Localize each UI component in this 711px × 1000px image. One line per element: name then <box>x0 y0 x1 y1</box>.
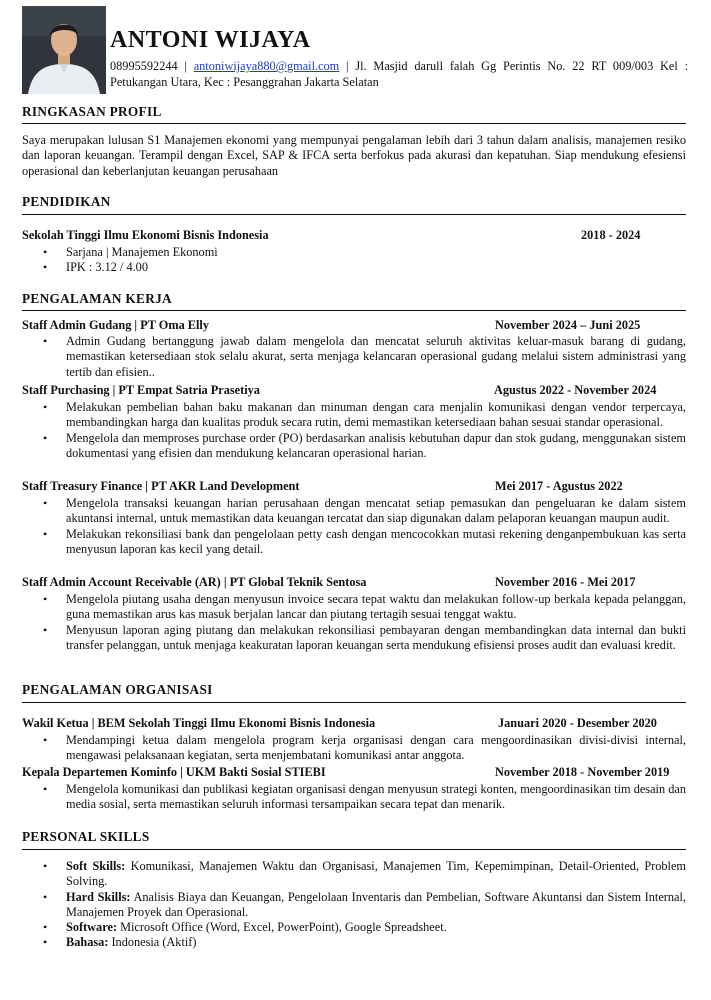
skill-item <box>66 890 686 921</box>
list-item: • Sarjana | Manajemen Ekonomi <box>66 245 686 260</box>
profile-summary: Saya merupakan lulusan S1 Manajemen ekonomi yang mempunyai pengalaman lebih dari 3 tahun dalam analisis, manajemen resiko dan laporan keuangan. Terampil dengan Excel, SAP & IFCA serta berfokus pada akurasi dan kepatuhan. Siap mendukung efesiensi operasional dan keberlanjutan keuangan perusahaan <box>22 133 686 178</box>
skill-label: Soft Skills: <box>66 859 126 873</box>
job-title: Staff Purchasing | PT Empat Satria Prasetiya <box>22 383 260 397</box>
school-name: Sekolah Tinggi Ilmu Ekonomi Bisnis Indonesia <box>22 228 269 242</box>
list-item: • Admin Gudang bertanggung jawab dalam mengelola dan mencatat seluruh aktivitas keluar-masuk barang di gudang, memastikan ketersediaan stok selalu akurat, serta menjaga kelancaran operasional gudang melalui sistem administrasi yang tertib dan efisien.. <box>66 334 686 380</box>
job-period: Agustus 2022 - November 2024 <box>494 383 657 397</box>
job-bullets <box>66 334 686 380</box>
job-period: November 2024 – Juni 2025 <box>495 318 641 332</box>
section-divider <box>22 849 686 850</box>
candidate-name: ANTONI WIJAYA <box>110 27 311 53</box>
list-item: • Mengelola piutang usaha dengan menyusun invoice secara tepat waktu dan melakukan follow-up berkala kepada pelanggan, guna memastikan arus kas masuk berjalan lancar dan piutang tertagih sesuai tenggat waktu. <box>66 592 686 623</box>
list-item: • IPK : 3.12 / 4.00 <box>66 260 686 275</box>
phone-number: 08995592244 <box>110 59 178 73</box>
organization-period: Januari 2020 - Desember 2020 <box>498 716 657 730</box>
section-divider <box>22 214 686 215</box>
section-title-profile: RINGKASAN PROFIL <box>22 104 162 119</box>
section-divider <box>22 310 686 311</box>
skill-text: Microsoft Office (Word, Excel, PowerPoint), Google Spreadsheet. <box>117 920 447 935</box>
job-period: November 2016 - Mei 2017 <box>495 575 636 589</box>
list-item: • Melakukan pembelian bahan baku makanan dan minuman dengan cara menjalin komunikasi dengan vendor terpercaya, membandingkan harga dan kualitas produk secara rutin, demi memastikan ketersediaan bahan sesuai standar operasional. <box>66 400 686 431</box>
person-portrait-icon <box>22 6 106 94</box>
list-item: • Menyusun laporan aging piutang dan melakukan rekonsiliasi pembayaran dengan membandingkan data internal dan bukti transfer pelanggan, untuk menjaga keakuratan laporan keuangan serta mendukung efisiensi proses audit dan evaluasi kredit. <box>66 623 686 654</box>
skill-label: Hard Skills: <box>66 889 131 904</box>
skill-item <box>66 920 686 935</box>
skills-list <box>66 859 686 951</box>
job-bullets <box>66 400 686 461</box>
section-title-education: PENDIDIKAN <box>22 194 111 209</box>
organization-period: November 2018 - November 2019 <box>495 765 670 779</box>
skill-label: Software: <box>66 920 117 935</box>
skill-item <box>66 859 686 890</box>
list-item: • Mengelola dan memproses purchase order (PO) berdasarkan analisis kebutuhan dapur dan stok gudang, menggunakan sistem dokumentasi yang efisien dan mendukung kelancaran operasional harian. <box>66 431 686 462</box>
skill-text: Analisis Biaya dan Keuangan, Pengelolaan Inventaris dan Pembelian, Software Akuntansi dan Sistem Internal, Manajemen Proyek dan Operasional. <box>66 889 686 919</box>
skill-label: Bahasa: <box>66 935 109 950</box>
email-link[interactable]: antoniwijaya880@gmail.com <box>193 59 340 73</box>
skill-text: Indonesia (Aktif) <box>108 935 197 950</box>
job-period: Mei 2017 - Agustus 2022 <box>495 479 623 493</box>
education-details <box>66 245 686 276</box>
list-item: • Mendampingi ketua dalam mengelola program kerja organisasi dengan cara mengoordinasikan divisi-divisi internal, mengawasi pelaksanaan kegiatan, serta menjembatani komunikasi antar anggota. <box>66 733 686 764</box>
contact-info: 08995592244 | antoniwijaya880@gmail.com | Jl. Masjid darull falah Gg Perintis No. 22 RT 009/003 Kel : Petukangan Utara, Kec : Pesanggrahan Jakarta Selatan <box>110 59 688 89</box>
organization-bullets <box>66 782 686 813</box>
section-title-work: PENGALAMAN KERJA <box>22 291 172 306</box>
job-bullets <box>66 592 686 653</box>
address: Jl. Masjid darull falah Gg Perintis No. 22 RT 009/003 Kel : Petukangan Utara, Kec : Pesanggrahan Jakarta Selatan <box>110 59 688 89</box>
profile-photo <box>22 6 106 94</box>
organization-role: Kepala Departemen Kominfo | UKM Bakti Sosial STIEBI <box>22 765 326 779</box>
job-title: Staff Treasury Finance | PT AKR Land Development <box>22 479 300 493</box>
list-item: • Mengelola komunikasi dan publikasi kegiatan organisasi dengan menyusun strategi konten, mengoordinasikan tim desain dan media sosial, serta memastikan seluruh informasi tersampaikan secara tepat dan menarik. <box>66 782 686 813</box>
list-item: • Mengelola transaksi keuangan harian perusahaan dengan mencatat setiap pemasukan dan pengeluaran ke dalam sistem akuntansi internal, untuk memastikan data keuangan tercatat dan siap digunakan dalam pelaporan keuangan maupun audit. <box>66 496 686 527</box>
section-title-organization: PENGALAMAN ORGANISASI <box>22 682 213 697</box>
organization-bullets <box>66 733 686 764</box>
section-divider <box>22 123 686 124</box>
section-title-skills: PERSONAL SKILLS <box>22 829 150 844</box>
organization-role: Wakil Ketua | BEM Sekolah Tinggi Ilmu Ekonomi Bisnis Indonesia <box>22 716 376 730</box>
skill-text: Komunikasi, Manajemen Waktu dan Organisasi, Manajemen Tim, Kepemimpinan, Detail-Oriented, Problem Solving. <box>66 859 686 889</box>
job-title: Staff Admin Account Receivable (AR) | PT Global Teknik Sentosa <box>22 575 367 589</box>
list-item: • Melakukan rekonsiliasi bank dan pengelolaan petty cash dengan mencocokkan mutasi rekening denganpembukuan kas serta menyusun laporan kas kecil yang detail. <box>66 527 686 558</box>
job-title: Staff Admin Gudang | PT Oma Elly <box>22 318 209 332</box>
job-bullets <box>66 496 686 557</box>
skill-item <box>66 935 686 950</box>
section-divider <box>22 702 686 703</box>
education-period: 2018 - 2024 <box>581 228 641 242</box>
